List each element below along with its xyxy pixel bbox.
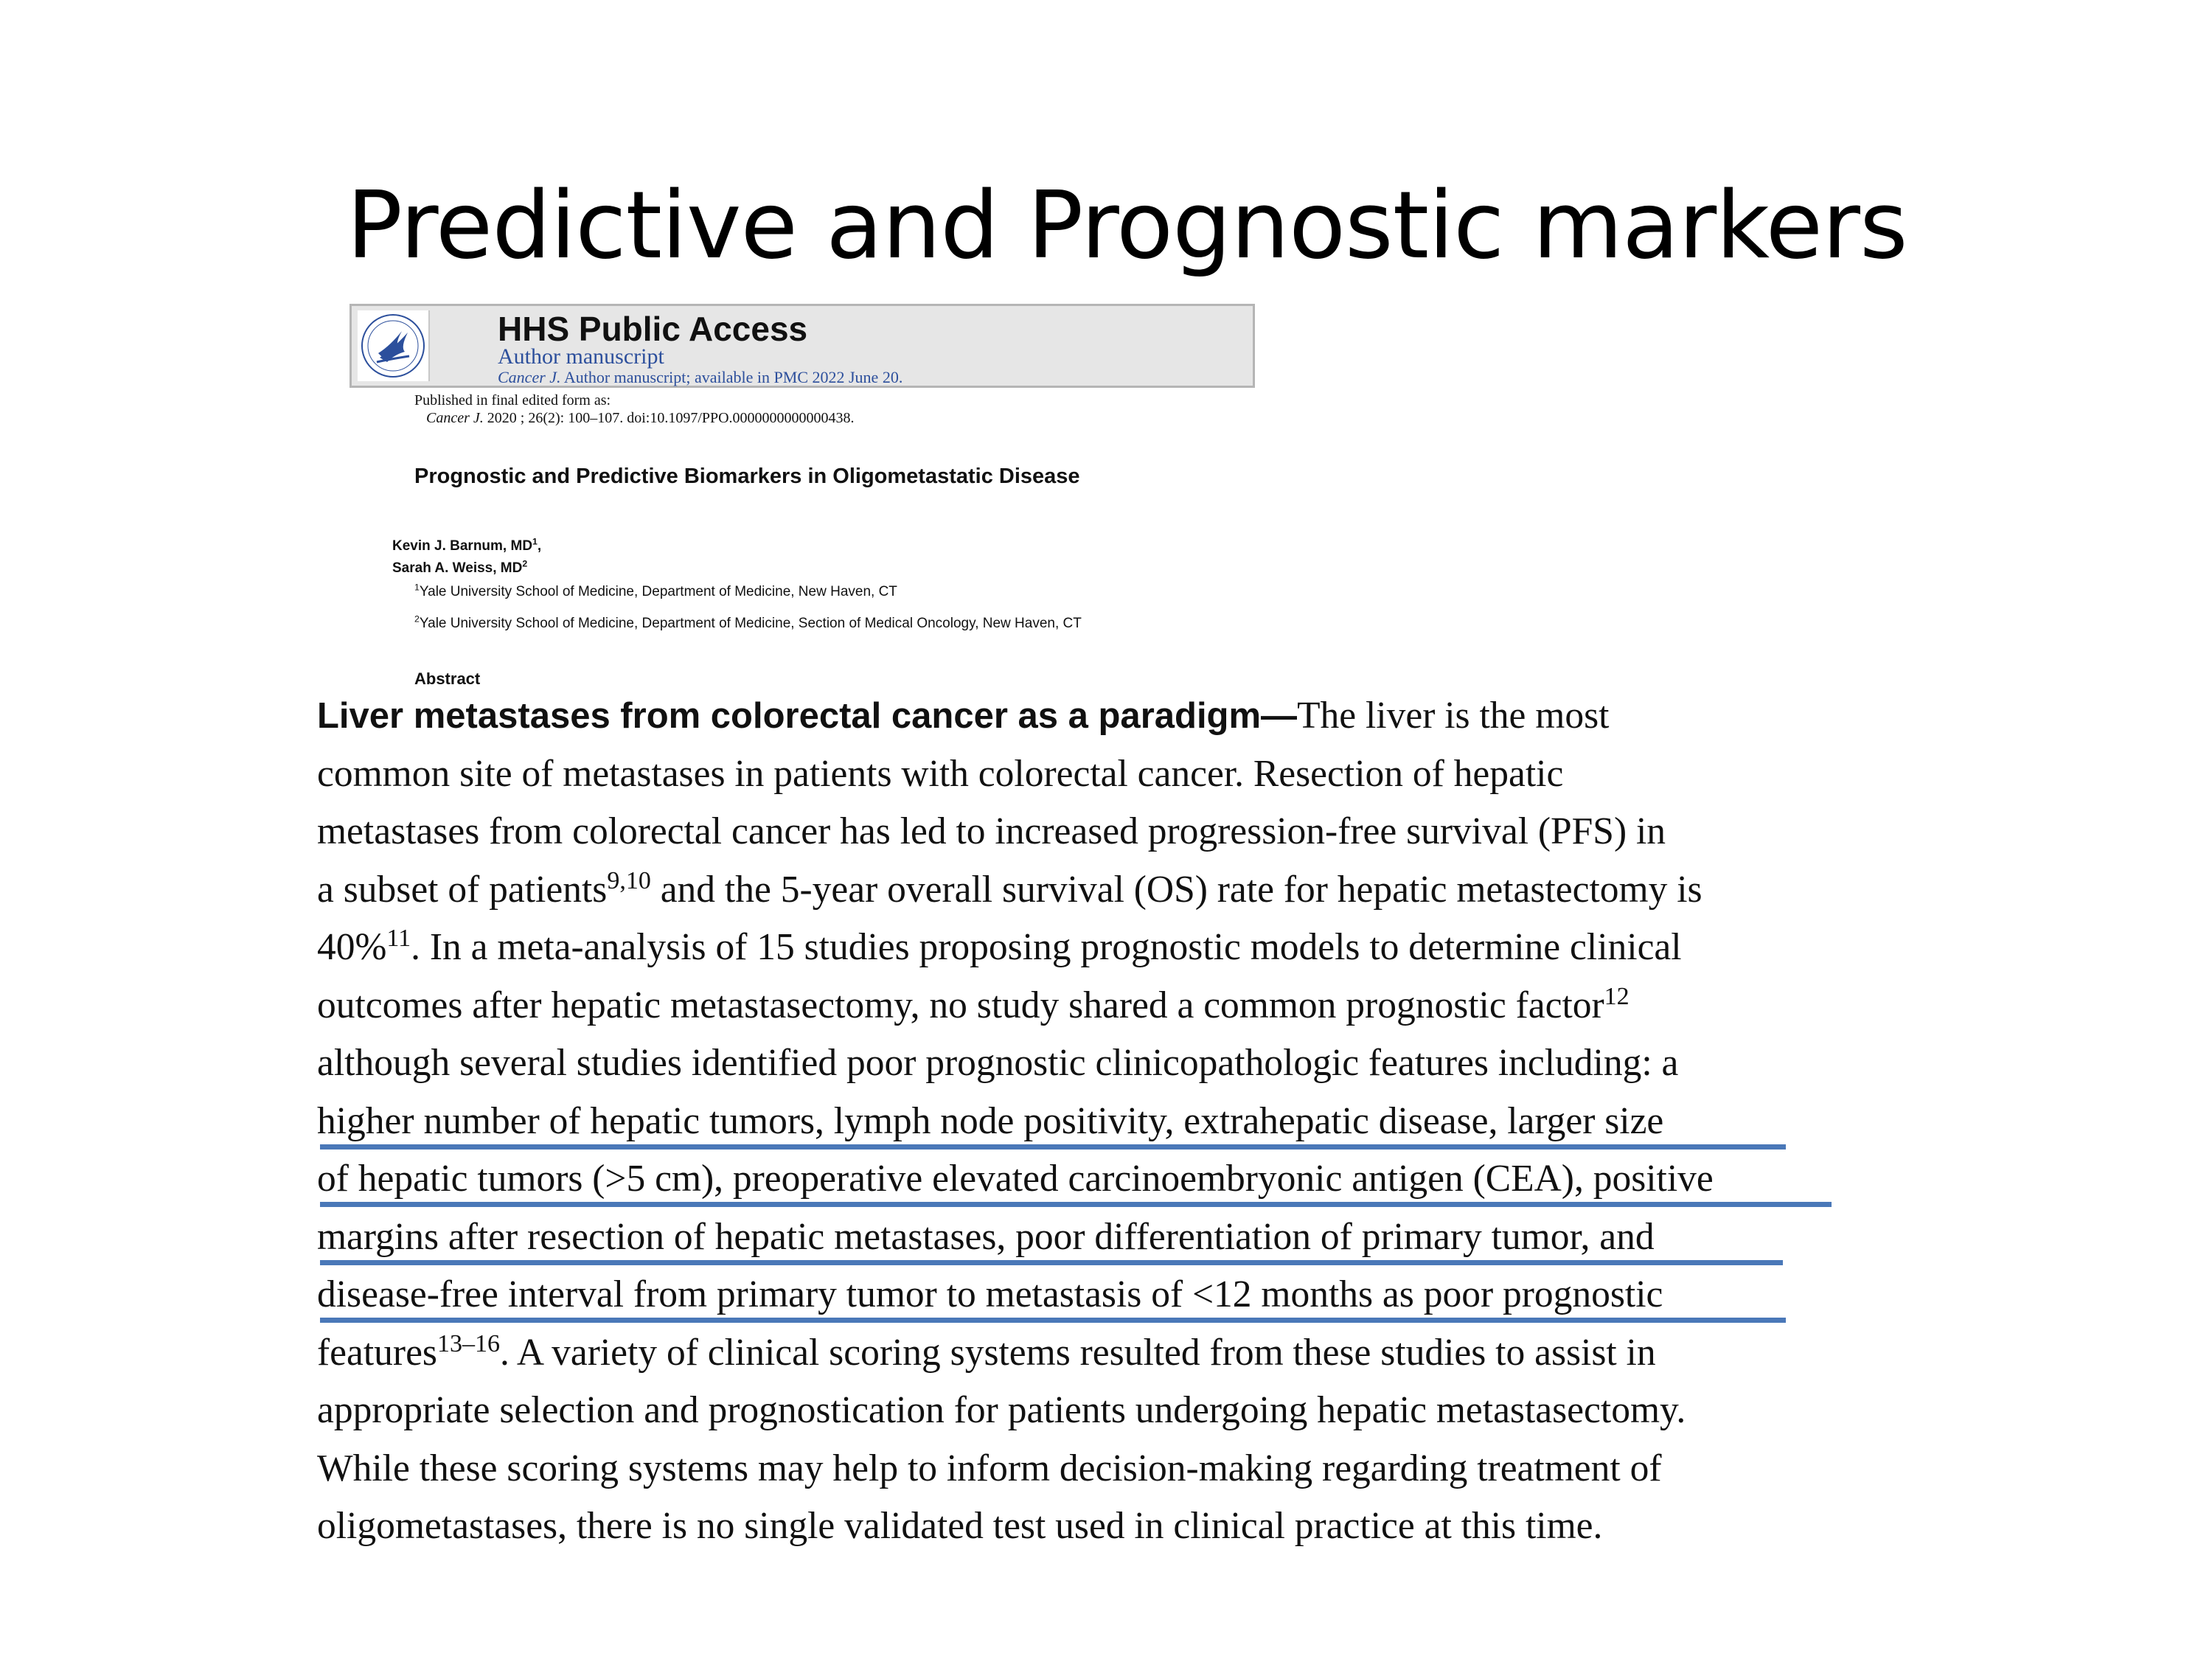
line-text: a subset of patients	[317, 868, 608, 911]
hhs-availability	[498, 368, 902, 387]
line-text: metastases from colorectal cancer has led to increased progression-free survival (PFS) in	[317, 810, 1666, 852]
published-label: Published in final edited form as:	[414, 392, 611, 408]
affiliation-2	[414, 613, 1248, 634]
line-text: although several studies identified poor prognostic clinicopathologic features including: a	[317, 1042, 1679, 1084]
author-2-sup: 2	[522, 558, 528, 569]
body-line	[317, 1440, 1902, 1498]
line-text: . A variety of clinical scoring systems resulted from these studies to assist in	[499, 1331, 1656, 1374]
banner-journal: Cancer J.	[498, 368, 561, 386]
affil-2-sup: 2	[414, 613, 420, 625]
citation-sup: 9,10	[607, 866, 651, 894]
affil-1-sup: 1	[414, 582, 420, 593]
line-text: The liver is the most	[1297, 695, 1610, 737]
body-line	[317, 1498, 1902, 1556]
article-header-screenshot	[320, 295, 1295, 688]
banner-availability-text: Author manuscript; available in PMC 2022 June 20.	[560, 368, 903, 386]
line-text: . In a meta-analysis of 15 studies proposing prognostic models to determine clinical	[411, 926, 1682, 968]
line-text: higher number of hepatic tumors, lymph node positivity, extrahepatic disease, larger size	[317, 1099, 1664, 1142]
line-text: appropriate selection and prognostication for patients undergoing hepatic metastasectomy.	[317, 1389, 1686, 1431]
body-line-highlighted	[317, 1093, 1902, 1151]
body-line	[317, 1324, 1902, 1382]
body-line	[317, 977, 1902, 1035]
citation-sup: 11	[386, 925, 411, 952]
highlight-underline	[320, 1202, 1832, 1207]
affiliation-1	[414, 584, 897, 600]
author-1-tail: ,	[537, 538, 542, 554]
body-line	[317, 919, 1902, 977]
affil-2-text: Yale University School of Medicine, Department of Medicine, Section of Medical Oncology, New Haven, CT	[419, 616, 1082, 631]
body-line	[317, 803, 1902, 861]
article-title: Prognostic and Predictive Biomarkers in Oligometastatic Disease	[414, 465, 1080, 488]
line-text: While these scoring systems may help to inform decision-making regarding treatment of	[317, 1447, 1662, 1489]
citation-sup: 12	[1604, 982, 1630, 1010]
affil-1-text: Yale University School of Medicine, Department of Medicine, New Haven, CT	[419, 584, 897, 599]
line-text: common site of metastases in patients with colorectal cancer. Resection of hepatic	[317, 752, 1564, 795]
author-1	[392, 538, 541, 554]
author-1-name: Kevin J. Barnum, MD	[392, 538, 533, 554]
body-line	[317, 687, 1902, 745]
line-text: outcomes after hepatic metastasectomy, no study shared a common prognostic factor	[317, 984, 1604, 1026]
hhs-eagle-logo-icon	[358, 310, 430, 381]
body-line-highlighted	[317, 1266, 1902, 1324]
line-text: of hepatic tumors (>5 cm), preoperative elevated carcinoembryonic antigen (CEA), positive	[317, 1158, 1714, 1200]
author-2-name: Sarah A. Weiss, MD	[392, 560, 523, 576]
hhs-subtitle: Author manuscript	[498, 344, 664, 369]
line-text: oligometastases, there is no single validated test used in clinical practice at this time.	[317, 1505, 1603, 1547]
body-line	[317, 1034, 1902, 1093]
published-citation	[426, 410, 855, 427]
line-text: and the 5-year overall survival (OS) rate for hepatic metastectomy is	[650, 868, 1703, 911]
lead-heading: Liver metastases from colorectal cancer as a paradigm—	[317, 696, 1298, 736]
citation-sup: 13–16	[437, 1329, 500, 1357]
body-line	[317, 861, 1902, 919]
published-journal: Cancer J.	[426, 410, 484, 426]
line-text: margins after resection of hepatic metastases, poor differentiation of primary tumor, and	[317, 1215, 1655, 1258]
author-2	[392, 560, 527, 577]
body-line	[317, 1382, 1902, 1440]
body-line-highlighted	[317, 1150, 1902, 1208]
line-text: features	[317, 1331, 437, 1374]
body-line	[317, 745, 1902, 804]
line-text: 40%	[317, 926, 387, 968]
author-1-sup: 1	[532, 536, 538, 547]
highlight-underline	[320, 1260, 1783, 1265]
line-text: disease-free interval from primary tumor to metastasis of <12 months as poor prognostic	[317, 1273, 1663, 1315]
hhs-title: HHS Public Access	[498, 310, 808, 348]
body-paragraph	[317, 687, 1902, 1556]
abstract-heading-cut: Abstract	[414, 669, 481, 688]
slide-title: Predictive and Prognostic markers	[347, 171, 1907, 279]
highlight-underline	[320, 1318, 1786, 1323]
body-line-highlighted	[317, 1208, 1902, 1267]
highlight-underline	[320, 1144, 1786, 1150]
hhs-banner	[349, 304, 1255, 388]
published-citation-text: 2020 ; 26(2): 100–107. doi:10.1097/PPO.0000000000000438.	[483, 410, 855, 426]
